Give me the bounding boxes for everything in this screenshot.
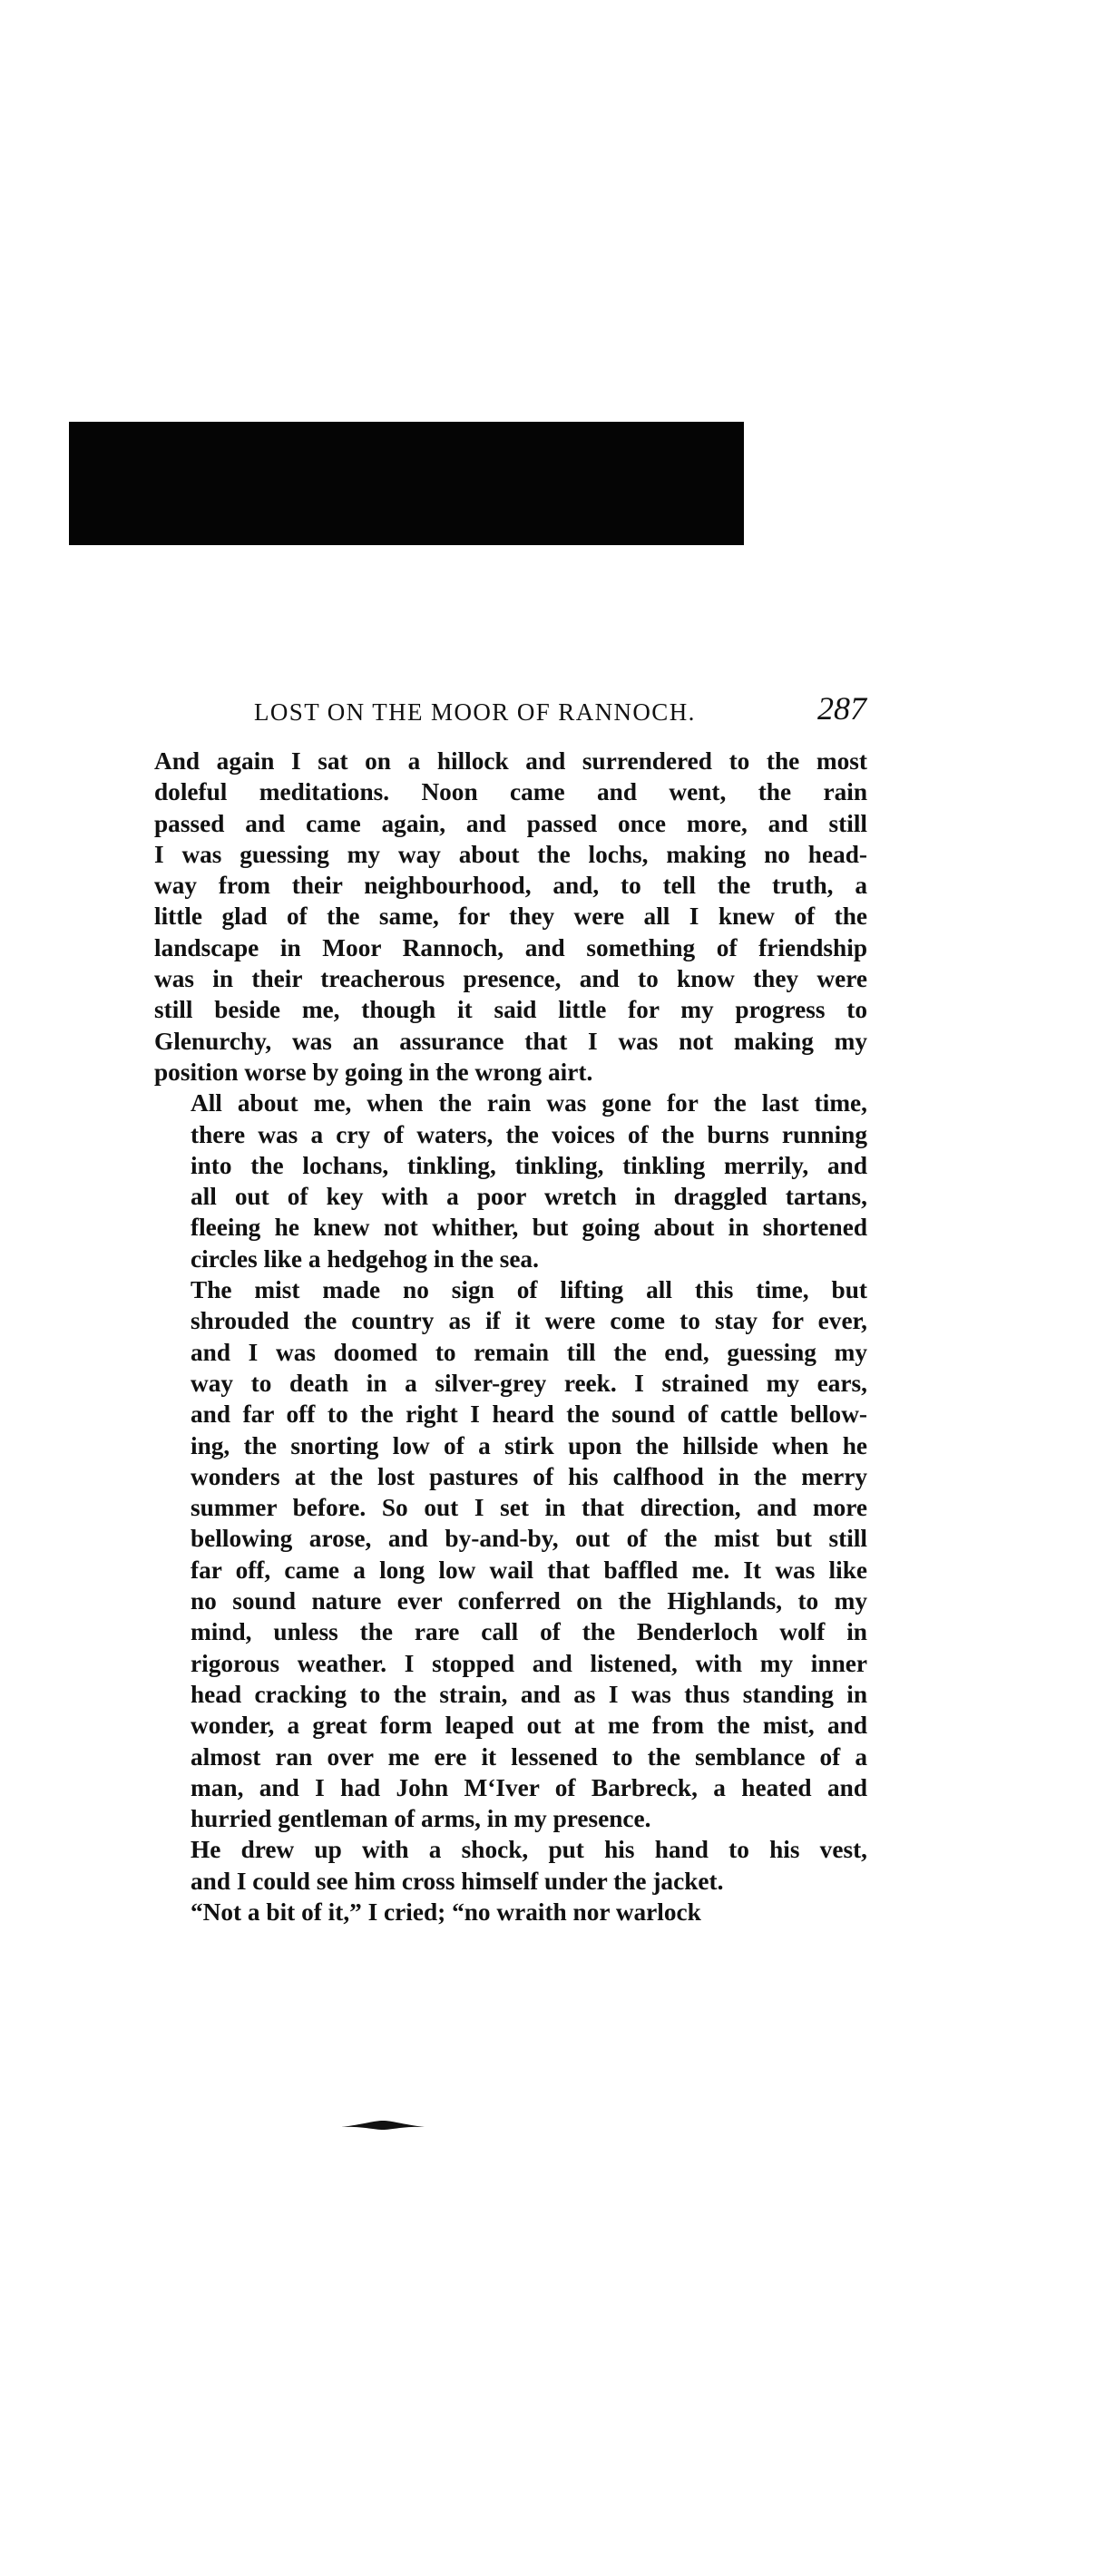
text-line: He drew up with a shock, put his hand to his vest, bbox=[191, 1836, 867, 1864]
text-line: mind, unless the rare call of the Benderloch wolf in bbox=[191, 1618, 867, 1646]
text-line: almost ran over me ere it lessened to the semblance of a bbox=[191, 1742, 867, 1771]
text-line: wonder, a great form leaped out at me from the mist, and bbox=[191, 1712, 867, 1740]
text-line: way from their neighbourhood, and, to tell the truth, a bbox=[154, 872, 867, 900]
text-line: head cracking to the strain, and as I was thus standing in bbox=[191, 1680, 867, 1708]
text-line: doleful meditations. Noon came and went, the rain bbox=[154, 778, 867, 806]
text-line: was in their treacherous presence, and to know they were bbox=[154, 965, 867, 993]
text-line: wonders at the lost pastures of his calfhood in the merry bbox=[191, 1462, 867, 1490]
running-header bbox=[154, 688, 871, 733]
body-text bbox=[154, 746, 867, 1927]
text-line: shrouded the country as if it were come to stay for ever, bbox=[191, 1307, 867, 1335]
text-line: still beside me, though it said little for my progress to bbox=[154, 996, 867, 1024]
text-line: passed and came again, and passed once more, and still bbox=[154, 809, 867, 837]
text-line: The mist made no sign of lifting all this time, but bbox=[191, 1276, 867, 1304]
text-line: into the lochans, tinkling, tinkling, tinkling merrily, and bbox=[191, 1151, 867, 1179]
text-line: Glenurchy, was an assurance that I was not making my bbox=[154, 1027, 867, 1055]
text-line: all out of key with a poor wretch in draggled tartans, bbox=[191, 1183, 867, 1211]
text-line: and far off to the right I heard the sound of cattle bellow- bbox=[191, 1400, 867, 1429]
text-line: there was a cry of waters, the voices of the burns running bbox=[191, 1120, 867, 1148]
paragraph bbox=[154, 1897, 867, 1927]
text-line: far off, came a long low wail that baffled me. It was like bbox=[191, 1556, 867, 1584]
paragraph bbox=[154, 1274, 867, 1834]
text-line: little glad of the same, for they were all I knew of the bbox=[154, 903, 867, 931]
paragraph bbox=[154, 746, 867, 1088]
text-line: I was guessing my way about the lochs, making no head- bbox=[154, 840, 867, 868]
text-line: and I could see him cross himself under the jacket. bbox=[191, 1867, 724, 1895]
text-line: landscape in Moor Rannoch, and something of friendship bbox=[154, 933, 867, 961]
text-line: All about me, when the rain was gone for the last time, bbox=[191, 1089, 867, 1117]
page-number: 287 bbox=[817, 690, 866, 727]
text-line: “Not a bit of it,” I cried; “no wraith nor warlock bbox=[191, 1898, 701, 1926]
running-title: LOST ON THE MOOR OF RANNOCH. bbox=[254, 698, 696, 726]
text-line: way to death in a silver-grey reek. I strained my ears, bbox=[191, 1369, 867, 1397]
text-line: ing, the snorting low of a stirk upon the hillside when he bbox=[191, 1431, 867, 1459]
text-line: no sound nature ever conferred on the Highlands, to my bbox=[191, 1587, 867, 1615]
text-line: fleeing he knew not whither, but going about in shortened bbox=[191, 1214, 867, 1242]
text-line: summer before. So out I set in that direction, and more bbox=[191, 1494, 867, 1522]
text-line: bellowing arose, and by-and-by, out of the mist but still bbox=[191, 1525, 867, 1553]
text-line: position worse by going in the wrong airt. bbox=[154, 1058, 593, 1086]
redaction-bar bbox=[69, 422, 744, 545]
paragraph bbox=[154, 1088, 867, 1274]
text-line: and I was doomed to remain till the end, guessing my bbox=[191, 1338, 867, 1366]
text-line: And again I sat on a hillock and surrendered to the most bbox=[154, 747, 867, 775]
printer-ornament bbox=[341, 2120, 425, 2131]
text-line: man, and I had John M‘Iver of Barbreck, a heated and bbox=[191, 1773, 867, 1801]
text-line: hurried gentleman of arms, in my presence. bbox=[191, 1805, 651, 1833]
text-line: rigorous weather. I stopped and listened, with my inner bbox=[191, 1649, 867, 1677]
text-line: circles like a hedgehog in the sea. bbox=[191, 1244, 539, 1273]
paragraph bbox=[154, 1834, 867, 1897]
